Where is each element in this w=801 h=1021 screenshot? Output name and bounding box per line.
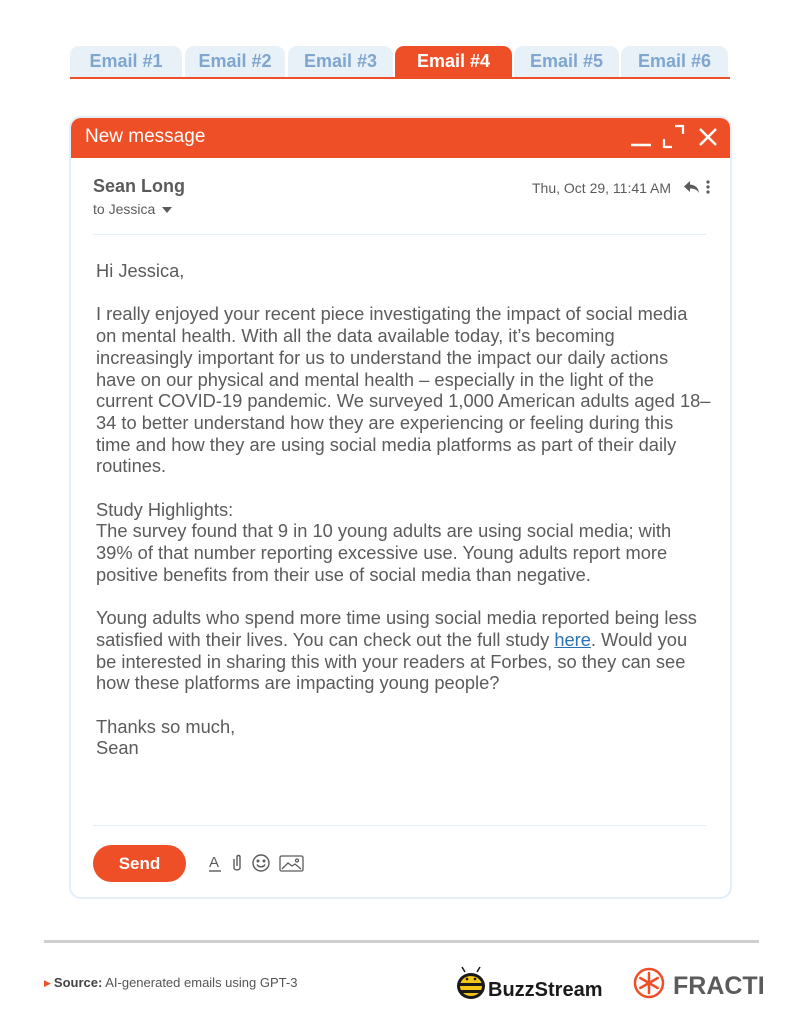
tab-email-4[interactable]: Email #4 [395, 46, 512, 79]
send-button[interactable]: Send [93, 845, 186, 882]
recipient-dropdown[interactable] [93, 201, 172, 217]
signoff: Thanks so much, [96, 715, 236, 737]
tab-email-2[interactable]: Email #2 [185, 46, 285, 77]
footer-divider [93, 825, 706, 826]
expand-icon[interactable] [659, 116, 689, 158]
tab-email-3[interactable]: Email #3 [288, 46, 393, 77]
more-vertical-icon[interactable] [704, 178, 712, 196]
snowflake-icon [635, 969, 663, 997]
bee-icon [457, 967, 485, 999]
body-paragraph-1: I really enjoyed your recent piece investigating the impact of social media on mental health. With all the data available today, it’s becoming increasingly important for us to understand the impact our daily actions have on our physical and mental health – especially in the light of the current COVID-19 pandemic. We surveyed 1,000 American adults aged 18–34 to better understand how they are experiencing or feeling during this time and how they are using social media platforms as part of their daily routines. [96, 303, 711, 477]
paragraph-3-before: Young adults who spend more time using social media reported being less satisfied with their lives. You can check out the full study [96, 607, 697, 650]
buzzstream-logo [456, 966, 611, 1002]
close-icon[interactable] [693, 116, 723, 158]
paragraph-3-after: . Would you be interested in sharing this with your readers at Forbes, so they can see how these platforms are impacting young people? [96, 628, 688, 694]
highlights-text: The survey found that 9 in 10 young adults are using social media; with 39% of that number reporting excessive use. Young adults report more positive benefits from their use of social media than negative. [96, 520, 672, 585]
attach-icon[interactable] [230, 852, 244, 874]
body-paragraph-3 [96, 607, 711, 694]
study-link[interactable]: here [554, 628, 591, 650]
emoji-icon[interactable] [251, 852, 271, 874]
header-divider [93, 234, 706, 235]
highlights-block [96, 499, 711, 586]
svg-text:BuzzStream: BuzzStream [488, 979, 603, 1001]
greeting: Hi Jessica, [96, 260, 185, 281]
reply-icon[interactable] [683, 178, 701, 196]
svg-text:FRACTL: FRACTL [673, 972, 763, 1000]
closing-block [96, 716, 711, 759]
sender-name: Sean Long [93, 176, 186, 196]
email-body[interactable] [96, 260, 711, 781]
recipient-label: to Jessica [93, 201, 156, 217]
caret-down-icon [162, 207, 172, 213]
tab-email-6[interactable]: Email #6 [621, 46, 728, 77]
compose-window [69, 116, 732, 899]
footer-rule [44, 940, 759, 943]
minimize-icon[interactable] [627, 116, 657, 158]
signature: Sean [96, 737, 139, 759]
svg-text:A: A [209, 854, 220, 871]
source-label: Source: [53, 975, 103, 990]
highlights-heading: Study Highlights: [96, 498, 234, 520]
email-tabs [70, 46, 730, 79]
source-text: AI-generated emails using GPT-3 [105, 975, 298, 990]
image-icon[interactable] [279, 852, 304, 874]
text-format-icon[interactable] [207, 852, 223, 874]
tab-email-5[interactable]: Email #5 [514, 46, 619, 77]
tab-email-1[interactable]: Email #1 [70, 46, 182, 77]
email-timestamp: Thu, Oct 29, 11:41 AM [532, 180, 672, 196]
fractl-logo [633, 966, 763, 1002]
triangle-bullet-icon: ▶ [44, 978, 51, 989]
window-title: New message [85, 126, 206, 147]
title-bar [69, 116, 732, 158]
source-note [44, 975, 297, 990]
